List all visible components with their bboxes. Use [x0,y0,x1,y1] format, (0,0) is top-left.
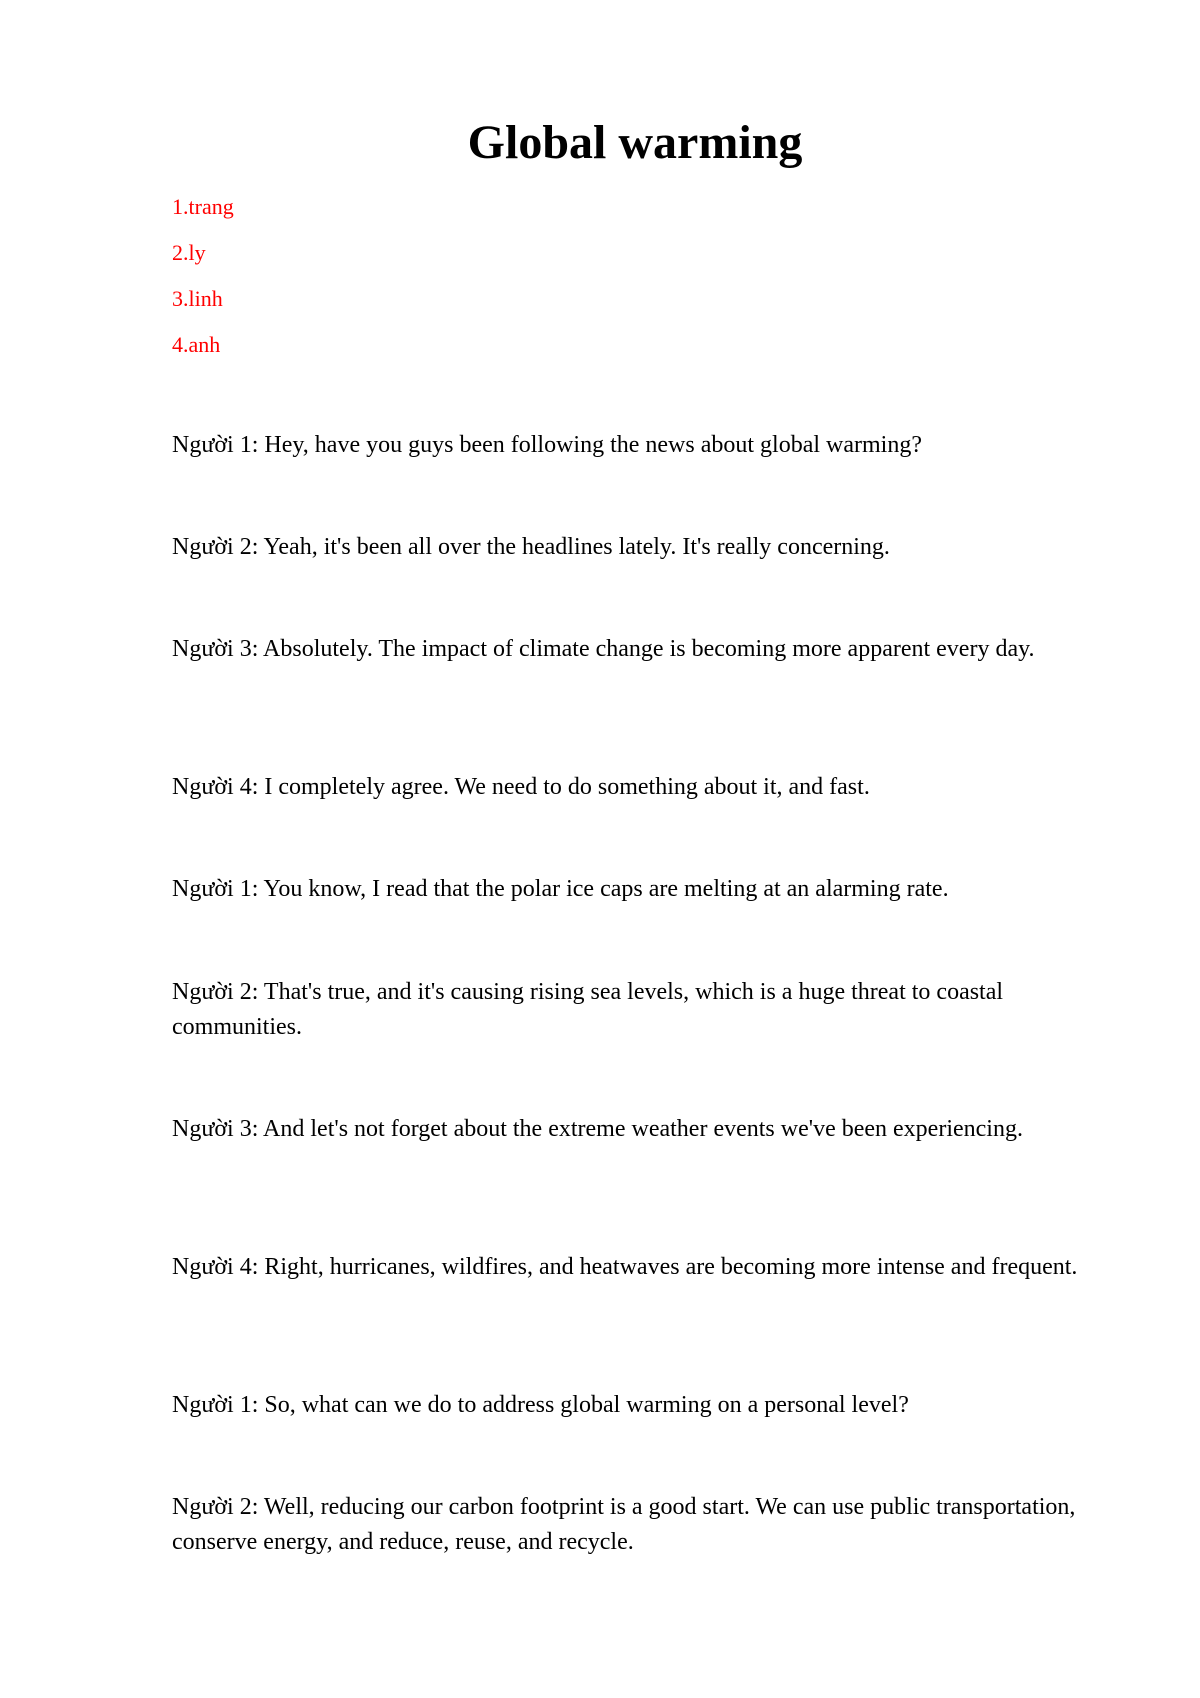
dialogue-line: Người 1: You know, I read that the polar ice caps are melting at an alarming rate. [172,876,949,902]
member-list [172,195,234,379]
dialogue-line: Người 1: So, what can we do to address global warming on a personal level? [172,1392,909,1418]
member-item: 1.trang [172,194,234,219]
document-title: Global warming [467,116,803,169]
dialogue-line: Người 3: And let's not forget about the extreme weather events we've been experiencing. [172,1116,1023,1142]
dialogue-line: Người 4: Right, hurricanes, wildfires, and heatwaves are becoming more intense and frequent. [172,1254,1078,1280]
member-item: 3.linh [172,286,223,311]
dialogue-line: Người 2: That's true, and it's causing rising sea levels, which is a huge threat to coastal communities. [172,979,1004,1040]
member-item: 4.anh [172,332,221,357]
dialogue-line: Người 4: I completely agree. We need to do something about it, and fast. [172,774,870,800]
dialogue-line: Người 3: Absolutely. The impact of climate change is becoming more apparent every day. [172,636,1035,662]
member-item: 2.ly [172,240,206,265]
dialogue-line: Người 2: Well, reducing our carbon footprint is a good start. We can use public transportation, conserve energy, and reduce, reuse, and recycle. [172,1494,1076,1555]
dialogue-line: Người 1: Hey, have you guys been following the news about global warming? [172,432,922,458]
dialogue-line: Người 2: Yeah, it's been all over the headlines lately. It's really concerning. [172,534,890,560]
